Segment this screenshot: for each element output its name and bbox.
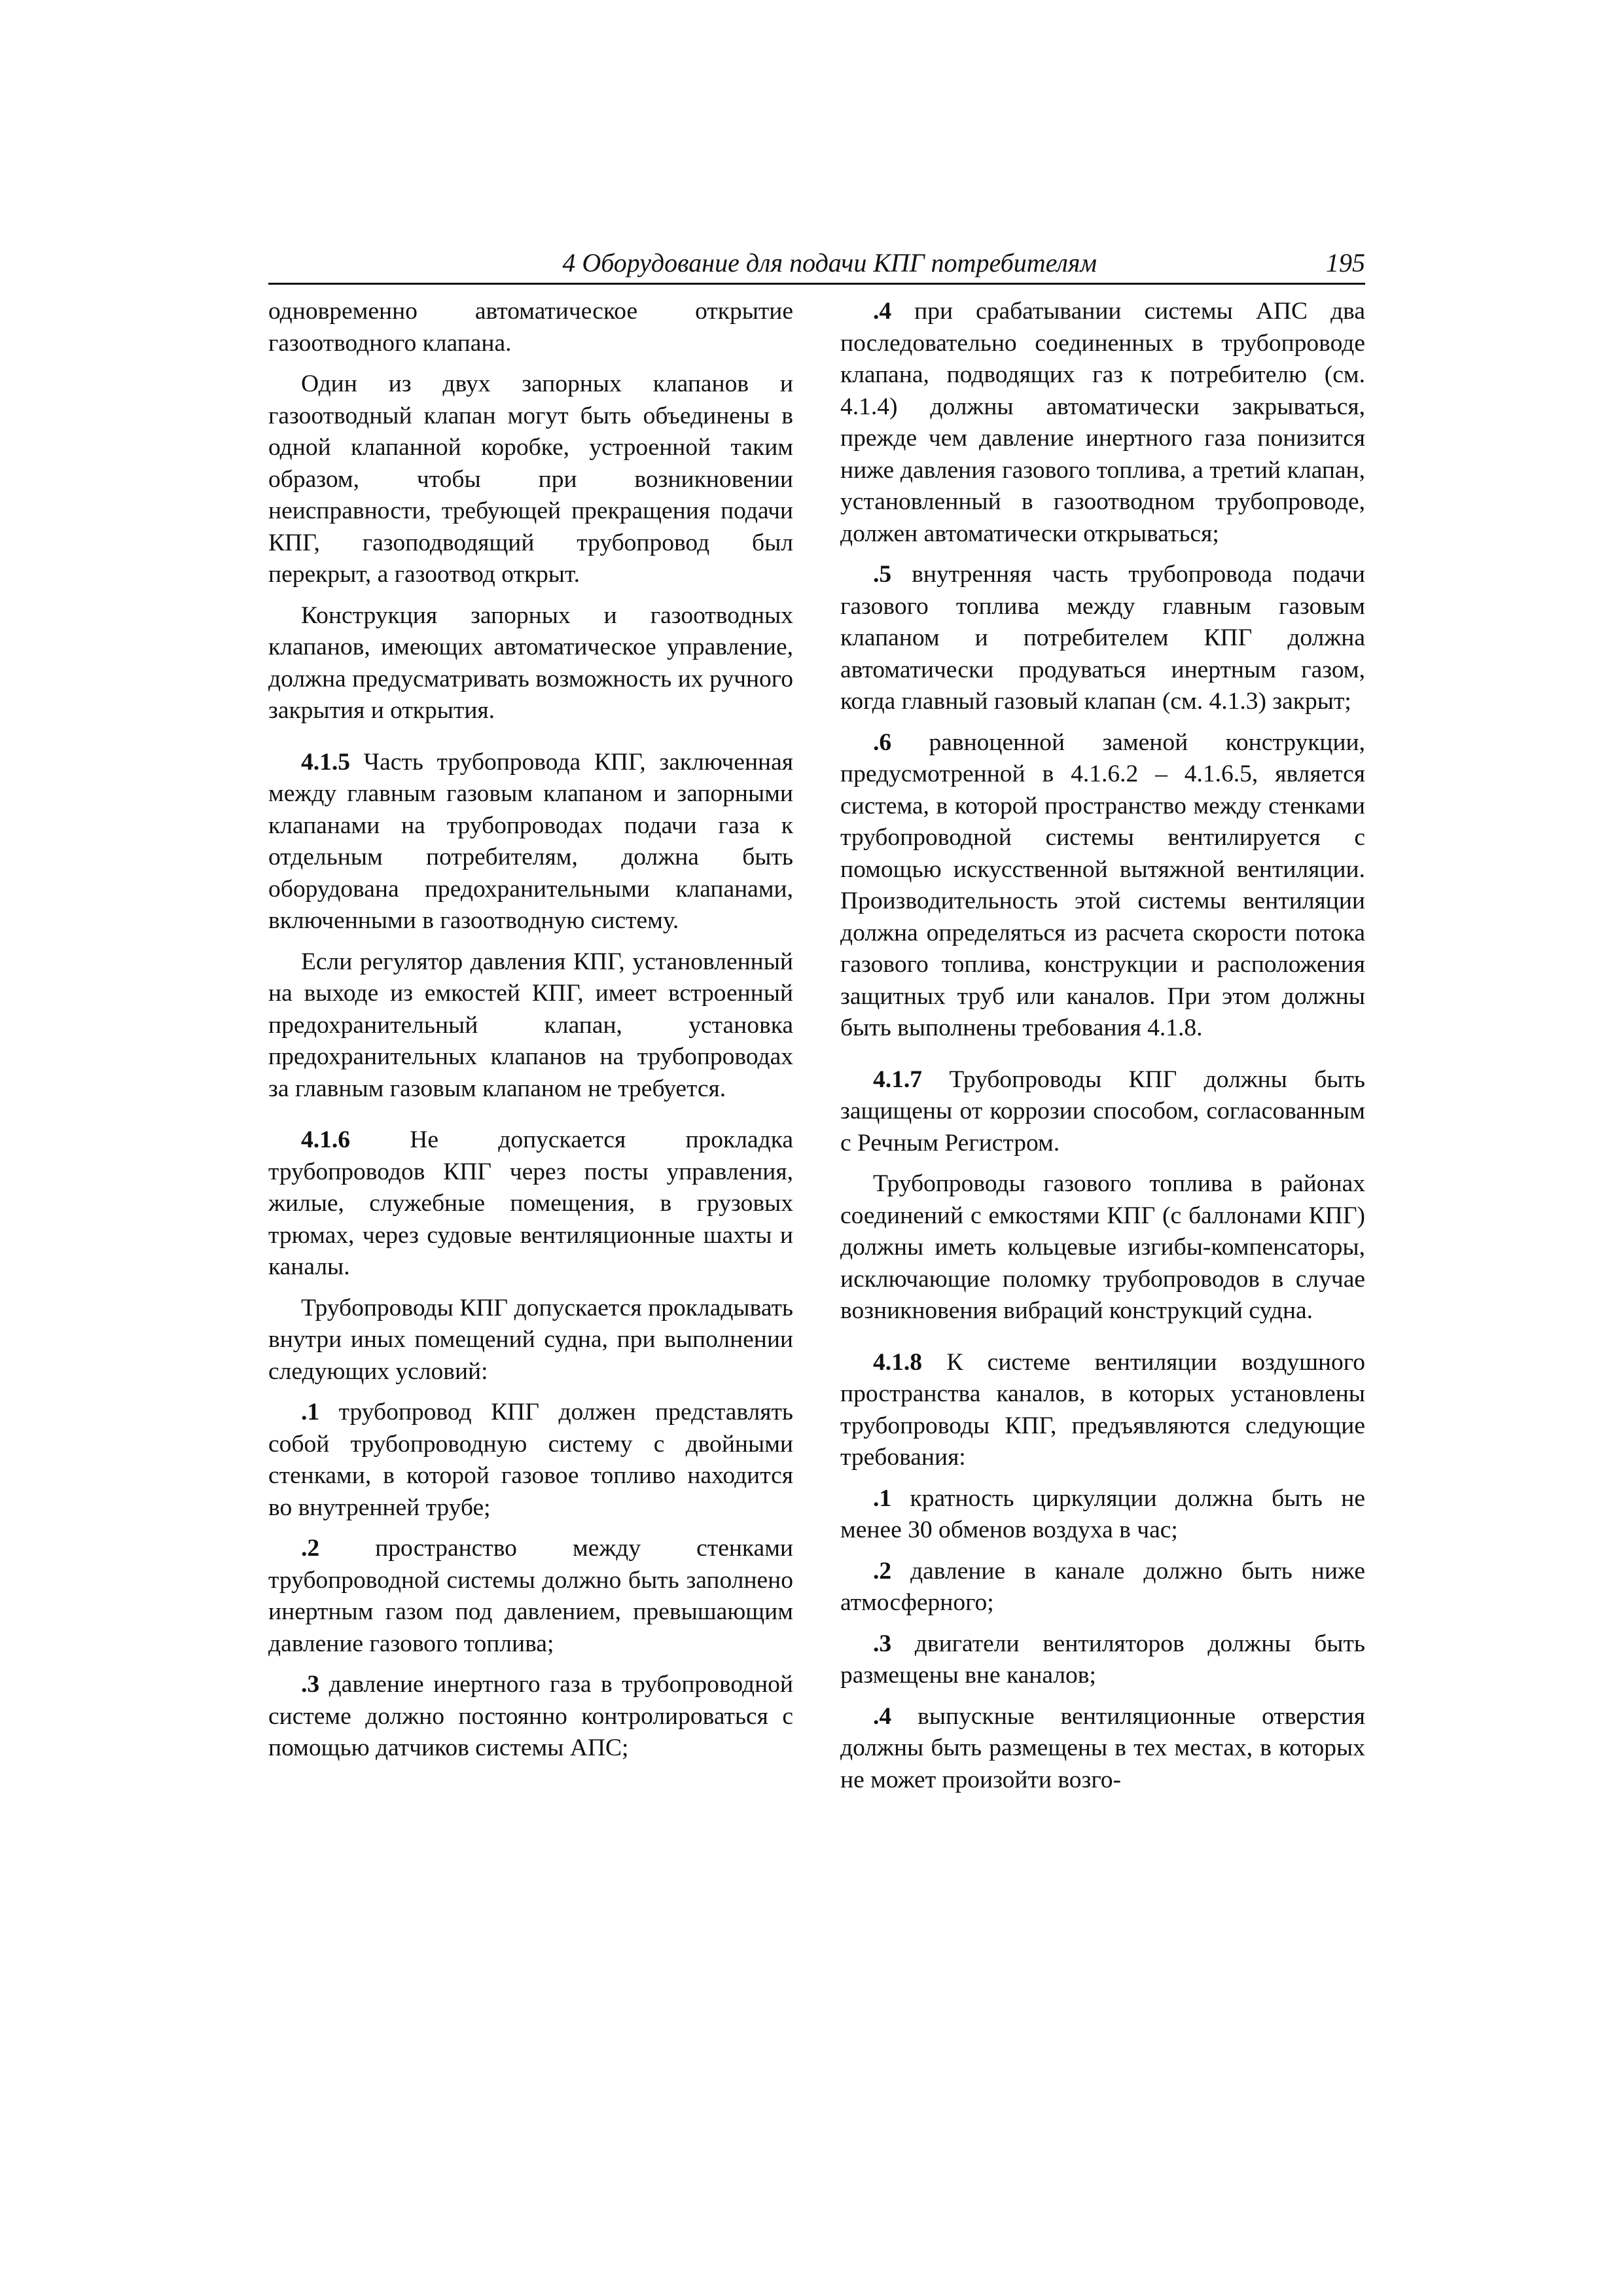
paragraph	[268, 946, 793, 1105]
paragraph-text: при срабатывании системы АПС два последовательно соединенных в трубопроводе клапана, подводящих газ к потребителю (см. 4.1.4) должны автоматически закрываться, прежде чем давление инертного газа понизится ниже давления газового топлива, а третий клапан, установленный в газоотводном трубопроводе, должен автоматически открываться;	[840, 298, 1365, 547]
paragraph-text: равноценной заменой конструкции, предусмотренной в 4.1.6.2 – 4.1.6.5, является система, в которой пространство между стенками трубопроводной системы вентилируется с помощью искусственной вытяжной вентиляции. Производительность этой системы вентиляции должна определяться из расчета скорости потока газового топлива, конструкции и расположения защитных труб или каналов. При этом должны быть выполнены требования 4.1.8.	[840, 728, 1365, 1041]
right-column	[840, 296, 1365, 1805]
running-header	[268, 243, 1365, 285]
clause-number: .5	[873, 561, 892, 588]
paragraph-text: Один из двух запорных клапанов и газоотводный клапан могут быть объединены в одной клапанной коробке, устроенной таким образом, чтобы при возникновении неисправности, требующей прекращения подачи КПГ, газоподводящий трубопровод был перекрыт, а газоотвод открыт.	[268, 370, 793, 588]
clause-number: .2	[873, 1557, 892, 1585]
paragraph-text: Трубопроводы КПГ должны быть защищены от коррозии способом, согласованным с Речным Регистром.	[840, 1066, 1365, 1157]
paragraph	[840, 1483, 1365, 1547]
running-title: 4 Оборудование для подачи КПГ потребителям	[562, 248, 1097, 278]
paragraph	[840, 1628, 1365, 1692]
paragraph	[840, 296, 1365, 550]
paragraph-text: давление инертного газа в трубопроводной системе должно постоянно контролироваться с помощью датчиков системы АПС;	[268, 1671, 793, 1761]
paragraph-text: одновременно автоматическое открытие газоотводного клапана.	[268, 298, 793, 357]
clause-number: .2	[301, 1535, 320, 1562]
paragraph	[268, 1397, 793, 1524]
clause-number: .4	[873, 298, 892, 325]
paragraph-text: трубопровод КПГ должен представлять собой трубопроводную систему с двойными стенками, в которой газовое топливо находится во внутренней трубе;	[268, 1399, 793, 1521]
clause-number: 4.1.8	[873, 1348, 922, 1376]
clause-number: .1	[301, 1399, 320, 1426]
clause-number: .6	[873, 728, 892, 756]
paragraph	[268, 1669, 793, 1765]
clause-number: .1	[873, 1484, 892, 1512]
paragraph-text: кратность циркуляции должна быть не менее 30 обменов воздуха в час;	[840, 1484, 1365, 1543]
paragraph	[840, 559, 1365, 718]
paragraph-text: двигатели вентиляторов должны быть размещены вне каналов;	[840, 1630, 1365, 1689]
clause-number: 4.1.7	[873, 1066, 922, 1093]
paragraph-text: Не допускается прокладка трубопроводов КПГ через посты управления, жилые, служебные помещения, в грузовых трюмах, через судовые вентиляционные шахты и каналы.	[268, 1126, 793, 1280]
paragraph-text: Трубопроводы газового топлива в районах соединений с емкостями КПГ (с баллонами КПГ) должны иметь кольцевые изгибы-компенсаторы, исключающие поломку трубопроводов в случае возникновения вибраций конструкций судна.	[840, 1170, 1365, 1324]
paragraph-text: Если регулятор давления КПГ, установленный на выходе из емкостей КПГ, имеет встроенный предохранительный клапан, установка предохранительных клапанов на трубопроводах за главным газовым клапаном не требуется.	[268, 948, 793, 1102]
paragraph	[268, 1533, 793, 1660]
paragraph-text: Часть трубопровода КПГ, заключенная между главным газовым клапаном и запорными клапанами на трубопроводах подачи газа к отдельным потребителям, должна быть оборудована предохранительными клапанами, включенными в газоотводную систему.	[268, 748, 793, 934]
paragraph-text: пространство между стенками трубопроводной системы должно быть заполнено инертным газом под давлением, превышающим давление газового топлива;	[268, 1535, 793, 1657]
paragraph	[840, 727, 1365, 1045]
paragraph-text: выпускные вентиляционные отверстия должны быть размещены в тех местах, в которых не может произойти возго-	[840, 1702, 1365, 1793]
clause-number: .4	[873, 1702, 892, 1730]
clause-number: 4.1.6	[301, 1126, 350, 1153]
paragraph	[268, 1124, 793, 1283]
left-column	[268, 296, 793, 1774]
paragraph-text: К системе вентиляции воздушного пространства каналов, в которых установлены трубопроводы КПГ, предъявляются следующие требования:	[840, 1348, 1365, 1471]
paragraph-text: Трубопроводы КПГ допускается прокладывать внутри иных помещений судна, при выполнении следующих условий:	[268, 1294, 793, 1385]
paragraph	[840, 1556, 1365, 1619]
paragraph	[268, 296, 793, 359]
paragraph	[268, 368, 793, 591]
page-number: 195	[1326, 248, 1365, 278]
paragraph	[840, 1168, 1365, 1327]
paragraph-text: давление в канале должно быть ниже атмосферного;	[840, 1557, 1365, 1616]
paragraph	[268, 1293, 793, 1388]
paragraph	[840, 1064, 1365, 1160]
paragraph-text: Конструкция запорных и газоотводных клапанов, имеющих автоматическое управление, должна предусматривать возможность их ручного закрытия и открытия.	[268, 601, 793, 724]
paragraph-text: внутренняя часть трубопровода подачи газового топлива между главным газовым клапаном и потребителем КПГ должна автоматически продуваться инертным газом, когда главный газовый клапан (см. 4.1.3) закрыт;	[840, 561, 1365, 715]
clause-number: .3	[301, 1671, 320, 1698]
paragraph	[268, 747, 793, 937]
clause-number: 4.1.5	[301, 748, 350, 776]
paragraph	[268, 600, 793, 727]
paragraph	[840, 1701, 1365, 1797]
clause-number: .3	[873, 1630, 892, 1657]
paragraph	[840, 1347, 1365, 1474]
